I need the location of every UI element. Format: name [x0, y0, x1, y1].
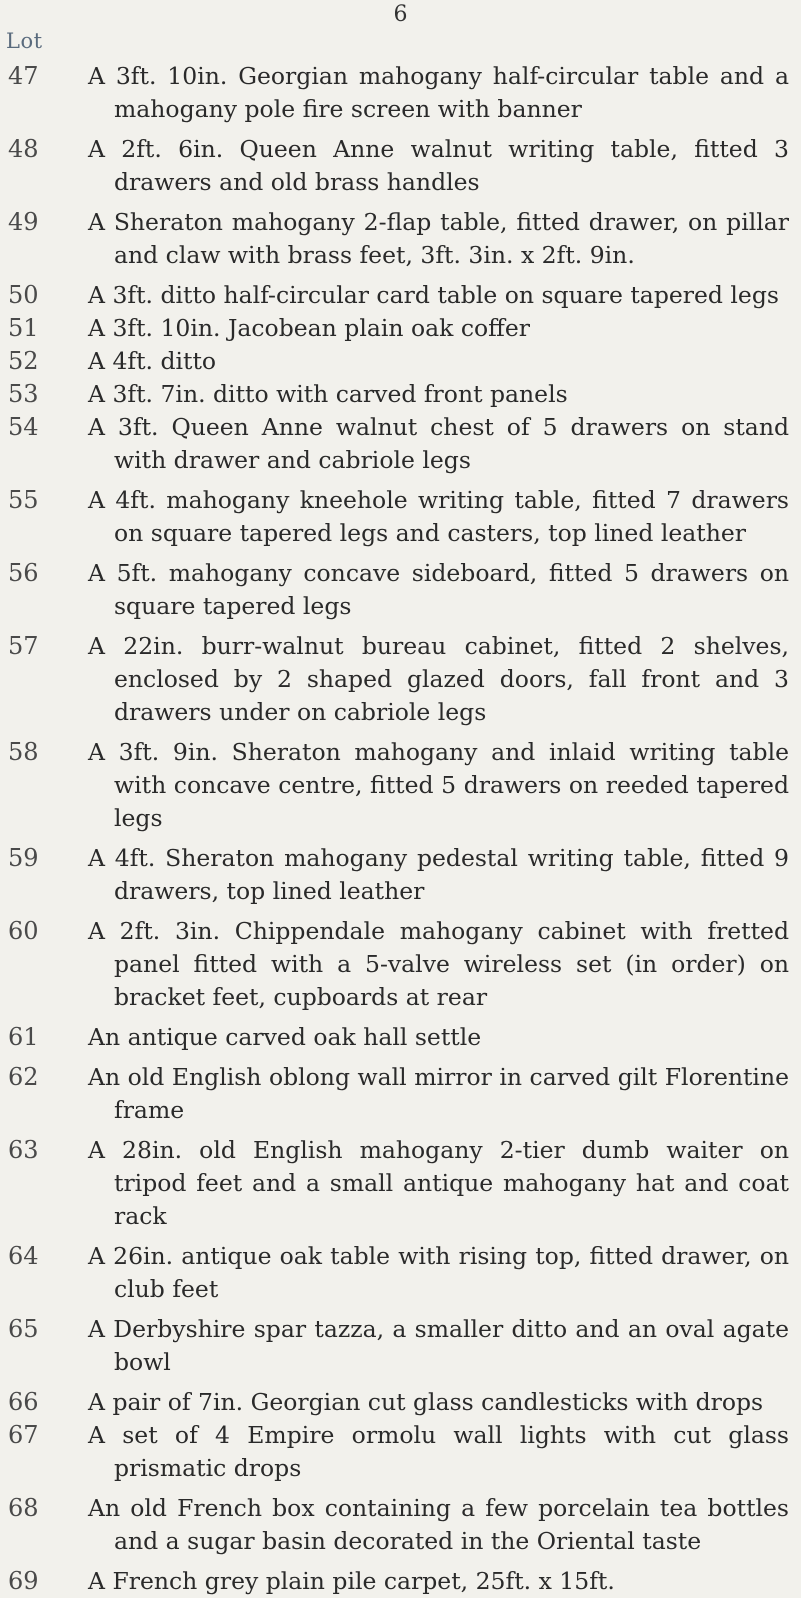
lot-number: 56 [8, 559, 39, 587]
lot-entry [0, 60, 801, 133]
lot-entry [0, 133, 801, 206]
lot-number: 53 [8, 380, 39, 408]
lot-description: An old French box containing a few porcelain tea bottles and a sugar basin decorated in the Oriental taste [88, 1494, 789, 1555]
lot-entry [0, 1386, 801, 1419]
lot-entry [0, 842, 801, 915]
lot-entry [0, 206, 801, 279]
lot-number: 52 [8, 347, 39, 375]
lot-number: 67 [8, 1421, 39, 1449]
lot-number: 58 [8, 738, 39, 766]
lot-description: A 4ft. ditto [88, 347, 217, 375]
lot-description: A 28in. old English mahogany 2-tier dumb waiter on tripod feet and a small antique mahogany hat and coat rack [88, 1136, 789, 1230]
lot-number: 69 [8, 1567, 39, 1595]
lot-description: A Derbyshire spar tazza, a smaller ditto and an oval agate bowl [88, 1315, 789, 1376]
lot-entry [0, 1240, 801, 1313]
lot-description: A 3ft. ditto half-circular card table on square tapered legs [88, 281, 779, 309]
lot-number: 60 [8, 917, 39, 945]
lot-number: 63 [8, 1136, 39, 1164]
lot-description: An antique carved oak hall settle [88, 1023, 482, 1051]
lot-entry [0, 279, 801, 312]
lot-description: A 26in. antique oak table with rising top, fitted drawer, on club feet [88, 1242, 789, 1303]
lot-description: A 4ft. mahogany kneehole writing table, fitted 7 drawers on square tapered legs and casters, top lined leather [88, 486, 789, 547]
lot-number: 50 [8, 281, 39, 309]
lot-description: A French grey plain pile carpet, 25ft. x 15ft. [88, 1567, 615, 1595]
lot-description: A 2ft. 6in. Queen Anne walnut writing table, fitted 3 drawers and old brass handles [88, 135, 789, 196]
lot-description: A set of 4 Empire ormolu wall lights with cut glass prismatic drops [88, 1421, 789, 1482]
lot-entry [0, 736, 801, 842]
lot-entry [0, 1565, 801, 1598]
lot-entry [0, 312, 801, 345]
lot-description: A 3ft. Queen Anne walnut chest of 5 drawers on stand with drawer and cabriole legs [88, 413, 789, 474]
lot-description: A pair of 7in. Georgian cut glass candlesticks with drops [88, 1388, 764, 1416]
lot-entry [0, 1492, 801, 1565]
lot-list [0, 60, 801, 1598]
lot-number: 57 [8, 632, 39, 660]
lot-number: 48 [8, 135, 39, 163]
lot-number: 59 [8, 844, 39, 872]
lot-number: 62 [8, 1063, 39, 1091]
lot-number: 54 [8, 413, 39, 441]
lot-entry [0, 1134, 801, 1240]
lot-description: A 4ft. Sheraton mahogany pedestal writing table, fitted 9 drawers, top lined leather [88, 844, 789, 905]
lot-description: An old English oblong wall mirror in carved gilt Florentine frame [88, 1063, 789, 1124]
lot-number: 55 [8, 486, 39, 514]
lot-column-header: Lot [6, 29, 43, 53]
lot-entry [0, 1313, 801, 1386]
lot-number: 61 [8, 1023, 39, 1051]
lot-entry [0, 1061, 801, 1134]
lot-entry [0, 345, 801, 378]
lot-description: A 3ft. 7in. ditto with carved front panels [88, 380, 568, 408]
lot-number: 65 [8, 1315, 39, 1343]
lot-number: 51 [8, 314, 39, 342]
lot-description: A 5ft. mahogany concave sideboard, fitted 5 drawers on square tapered legs [88, 559, 789, 620]
lot-description: A 3ft. 10in. Georgian mahogany half-circular table and a mahogany pole fire screen with banner [88, 62, 789, 123]
lot-description: A Sheraton mahogany 2-flap table, fitted drawer, on pillar and claw with brass feet, 3ft. 3in. x 2ft. 9in. [88, 208, 789, 269]
lot-entry [0, 557, 801, 630]
lot-entry [0, 1419, 801, 1492]
lot-description: A 3ft. 10in. Jacobean plain oak coffer [88, 314, 530, 342]
lot-entry [0, 484, 801, 557]
lot-entry [0, 411, 801, 484]
lot-description: A 22in. burr-walnut bureau cabinet, fitted 2 shelves, enclosed by 2 shaped glazed doors, fall front and 3 drawers under on cabriole legs [88, 632, 789, 726]
lot-number: 64 [8, 1242, 39, 1270]
lot-number: 66 [8, 1388, 39, 1416]
page-number: 6 [393, 2, 408, 27]
lot-description: A 2ft. 3in. Chippendale mahogany cabinet with fretted panel fitted with a 5-valve wireless set (in order) on bracket feet, cupboards at rear [88, 917, 789, 1011]
lot-number: 49 [8, 208, 39, 236]
lot-number: 47 [8, 62, 39, 90]
lot-entry [0, 915, 801, 1021]
lot-number: 68 [8, 1494, 39, 1522]
lot-entry [0, 1021, 801, 1061]
lot-entry [0, 378, 801, 411]
lot-entry [0, 630, 801, 736]
lot-description: A 3ft. 9in. Sheraton mahogany and inlaid writing table with concave centre, fitted 5 drawers on reeded tapered legs [88, 738, 789, 832]
